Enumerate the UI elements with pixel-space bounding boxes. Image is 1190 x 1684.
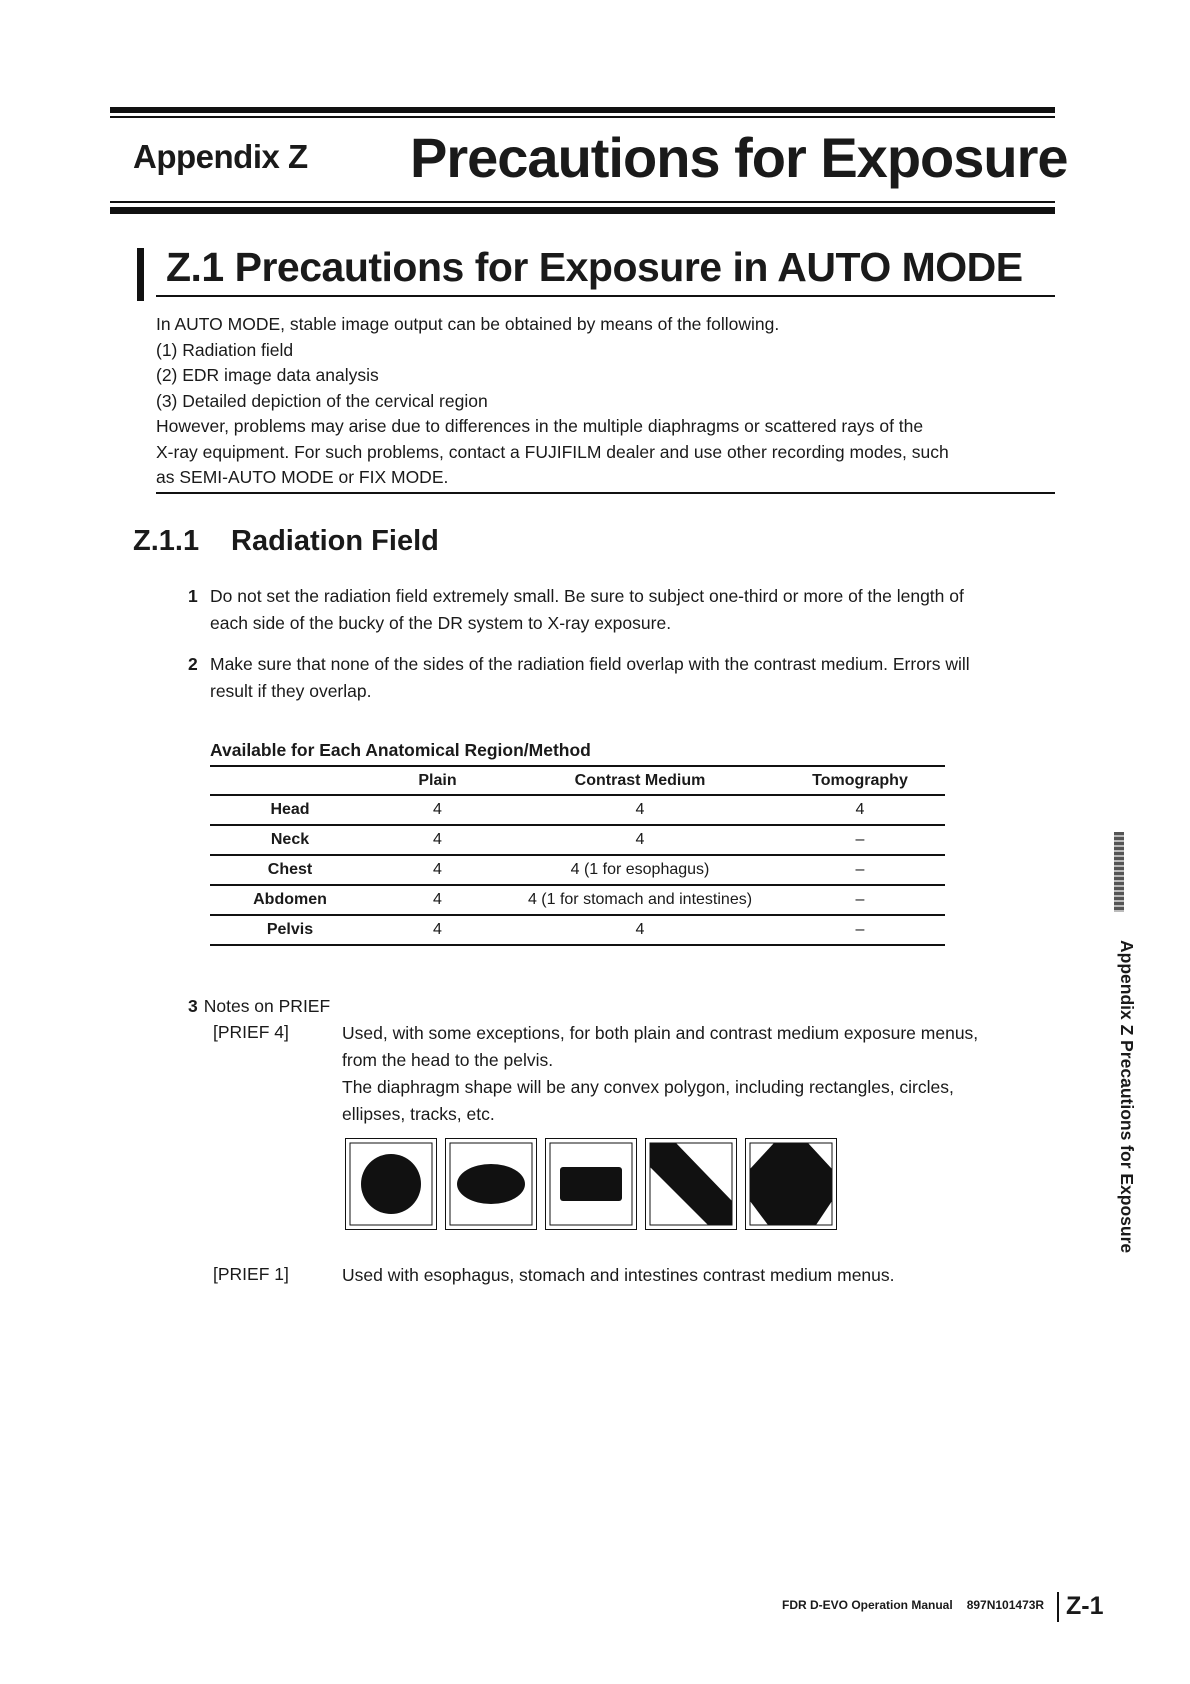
intro-line: (1) Radiation field (156, 339, 294, 360)
table-cell-region: Chest (267, 861, 313, 878)
table-row (210, 855, 945, 885)
diagonal-track-shape (645, 1138, 737, 1230)
footer-manual-title: FDR D-EVO Operation Manual (782, 1598, 953, 1612)
table-cell: – (855, 891, 865, 908)
subsection-title (133, 525, 439, 558)
table-cell: – (855, 861, 865, 878)
prief4-line: Used, with some exceptions, for both plain and contrast medium exposure menus, (342, 1023, 979, 1043)
prief4-line: from the head to the pelvis. (342, 1050, 554, 1070)
table-cell-region: Neck (270, 831, 310, 848)
step-text-line: Do not set the radiation field extremely small. Be sure to subject one-third or more of the length of (210, 586, 964, 606)
header-rule-top-thin (110, 116, 1055, 118)
table-header-cell: Contrast Medium (574, 771, 706, 789)
intro-line: (3) Detailed depiction of the cervical region (156, 390, 488, 411)
side-tab (1107, 940, 1147, 1280)
table-cell: 4 (433, 921, 442, 938)
diagonal-track-shape-icon (646, 1139, 736, 1229)
footer-manual (782, 1598, 1044, 1612)
step-number: 2 (188, 654, 198, 674)
table-cell: 4 (1 for esophagus) (570, 861, 710, 878)
table-row (210, 885, 945, 915)
header-rule-bottom-thin (110, 201, 1055, 203)
table-cell-region: Head (270, 801, 310, 818)
prief4-line: ellipses, tracks, etc. (342, 1104, 495, 1124)
table-cell: 4 (433, 861, 442, 878)
table-cell: 4 (433, 831, 442, 848)
prief4-line: The diaphragm shape will be any convex polygon, including rectangles, circles, (342, 1077, 954, 1097)
table-cell: – (855, 831, 865, 848)
polygon-shape-icon (746, 1139, 836, 1229)
prief1-description: Used with esophagus, stomach and intestines contrast medium menus. (342, 1265, 895, 1285)
notes-heading (188, 993, 330, 1020)
step-text-line: each side of the bucky of the DR system to X-ray exposure. (210, 613, 672, 633)
section-intro (156, 312, 1036, 491)
rectangle-shape (545, 1138, 637, 1230)
side-tab-marker (1114, 832, 1124, 912)
page-number: Z-1 (1066, 1592, 1104, 1620)
table-cell: 4 (855, 801, 865, 818)
table-cell: 4 (635, 801, 645, 818)
table-header-cell: Plain (418, 771, 457, 789)
step-number: 1 (188, 586, 198, 606)
header-rule-bottom-thick (110, 207, 1055, 214)
subsection-number: Z.1.1 (133, 525, 200, 557)
section-title-underline (156, 295, 1055, 297)
footer-document-code: 897N101473R (966, 1598, 1045, 1612)
table-row (210, 915, 945, 945)
section-marker-bar (137, 248, 144, 301)
notes-number: 3 (188, 996, 198, 1016)
table-cell: 4 (1 for stomach and intestines) (527, 891, 753, 908)
intro-line: as SEMI-AUTO MODE or FIX MODE. (156, 467, 449, 487)
table-header-cell: Tomography (812, 771, 908, 789)
table-cell: – (855, 921, 865, 938)
ellipse-shape-icon (446, 1139, 536, 1229)
side-tab-label: Appendix Z Precautions for Exposure (1117, 940, 1137, 1254)
intro-divider (156, 492, 1055, 494)
intro-line: X-ray equipment. For such problems, contact a FUJIFILM dealer and use other recording modes, such (156, 441, 949, 462)
footer-divider (1057, 1592, 1059, 1622)
notes-title: Notes on PRIEF (203, 996, 331, 1016)
step-text-line: result if they overlap. (210, 681, 372, 701)
intro-line: (2) EDR image data analysis (156, 365, 379, 385)
intro-line: However, problems may arise due to differences in the multiple diaphragms or scattered rays of the (156, 416, 924, 436)
polygon-shape (745, 1138, 837, 1230)
anatomical-region-table (210, 765, 945, 946)
section-title: Z.1 Precautions for Exposure in AUTO MODE (166, 244, 1023, 290)
circle-shape-icon (346, 1139, 436, 1229)
table-cell: 4 (635, 831, 645, 848)
table-header-cell (210, 766, 370, 795)
table-cell: 4 (433, 891, 442, 908)
circle-shape (345, 1138, 437, 1230)
table-cell: 4 (433, 801, 442, 818)
intro-line: In AUTO MODE, stable image output can be obtained by means of the following. (156, 314, 780, 334)
table-cell: 4 (635, 921, 645, 938)
table-cell-region: Pelvis (266, 921, 314, 938)
prief1-tag: [PRIEF 1] (213, 1264, 289, 1284)
ellipse-shape (445, 1138, 537, 1230)
rectangle-shape-icon (546, 1139, 636, 1229)
step-text-line: Make sure that none of the sides of the radiation field overlap with the contrast medium. Errors will (210, 654, 970, 674)
prief4-tag: [PRIEF 4] (213, 1022, 289, 1042)
table-row (210, 825, 945, 855)
prief4-description (342, 1020, 1042, 1128)
table-cell-region: Abdomen (253, 891, 327, 908)
appendix-label: Appendix Z (133, 138, 308, 175)
table-caption: Available for Each Anatomical Region/Method (210, 740, 591, 760)
page-title: Precautions for Exposure (410, 126, 1068, 189)
table-header-row (210, 766, 945, 795)
table-row (210, 795, 945, 825)
header-rule-top-thick (110, 107, 1055, 113)
subsection-heading: Radiation Field (231, 525, 439, 557)
